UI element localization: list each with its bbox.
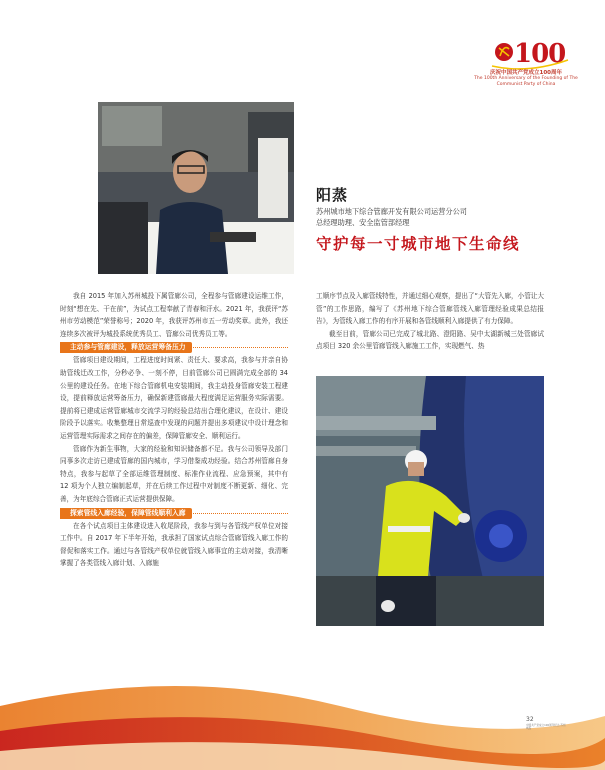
paragraph: 工顺序节点及入廊管线特性，并通过细心观察，提出了“大管先入廊，小管让大管”的工作思路，编写了《苏州地下综合管廊管线入廊管理经验成果总结报告》，为管线入廊工作的有序开展和各管线顺利入廊提供了有力保障。 <box>316 292 544 326</box>
logo-number: 100 <box>514 39 566 69</box>
paragraph: 我自 2015 年加入苏州城投下属管廊公司，全程参与管廊建设运维工作，时刻“想在先、干在前”，为试点工程奉献了青春和汗水。2021 年，我获评“苏州市劳动模范”荣誉称号；2020 年，我获评苏州市五一劳动奖章。此外，我还连续多次被评为城投系统优秀员工、管廊公司优秀员工等。 <box>60 292 288 338</box>
paragraph: 管廊作为新生事物，大家的经验和知识储备都不足。我与公司领导及部门同事多次走访已建成管廊的国内城市，学习借鉴成功经验。结合苏州管廊自身特点，我参与起草了全部运维管理制度、标准作业流程、应急预案，其中有 12 项为个人独立编制起草，并在后续工作过程中对制度不断更新、细化、完善，为年底综合管廊正式运营提供保障。 <box>60 444 288 503</box>
portrait-photo <box>98 102 294 274</box>
section-heading: 主动参与管廊建设，释放运营筹备压力 <box>60 342 192 353</box>
footer-wave-decoration <box>0 676 605 770</box>
job-position: 总经理助理、安全监管部经理 <box>316 218 410 227</box>
text-column-right <box>316 290 544 353</box>
logo-caption-en: The 100th Anniversary of the Founding of The Communist Party of China <box>474 76 578 87</box>
logo-caption <box>468 70 584 88</box>
text-column-left <box>60 290 288 570</box>
company-name: 苏州城市地下综合管廊开发有限公司运营分公司 <box>316 207 467 216</box>
section-heading-bar <box>60 507 288 520</box>
logo-caption-cn: 庆祝中国共产党成立100周年 <box>490 70 562 76</box>
party-emblem-icon <box>495 43 513 61</box>
page-number: 32 <box>526 716 534 723</box>
person-name: 阳蒸 <box>316 186 349 204</box>
article-headline: 守护每一寸城市地下生命线 <box>316 234 521 253</box>
paragraph: 截至目前，管廊公司已完成了城北路、澄阳路、吴中太湖新城三处管廊试点项目 320 余公里管廊管线入廊施工工作，实现燃气、热 <box>316 329 544 351</box>
tunnel-worker-photo <box>316 376 544 626</box>
section-heading-bar <box>60 341 288 354</box>
paragraph: 管廊项目建设期间，工程进度时间紧、责任大、要求高，我参与并亲自协助管线迁改工作，分秒必争、一刻不停，目前管廊公司已圆满完成全部的 34 公里的建设任务。在地下综合管廊机电安装期间，我主动投身管廊安装工程建设，提前释放运营筹备压力，确保新建管廊最大程度满足运营服务实际需要。提前将已建成运营管廊城市交流学习的经验总结出合理化建议，在设计、建设阶段予以落实。收集整理日常巡查中发现的问题并提出多项建议中设计理念和运营管理实际需求之间存在的偏差，保障管廊安全、顺利运行。 <box>60 356 288 440</box>
paragraph: 在各个试点项目主体建设进入收尾阶段，我参与到与各管线产权单位对接工作中。自 2017 年下半年开始，我承担了国家试点综合管廊管线入廊工作的督促和落实工作。通过与各管线产权单位就管线入廊事宜的主动对接，我清晰掌握了各类管线入廊计划、入廊施 <box>60 521 288 568</box>
footer-note: 中国共产党成立100周年纪念·苏州城投 <box>526 724 566 731</box>
section-heading: 探索管线入廊经验，保障管线顺利入廊 <box>60 508 192 519</box>
